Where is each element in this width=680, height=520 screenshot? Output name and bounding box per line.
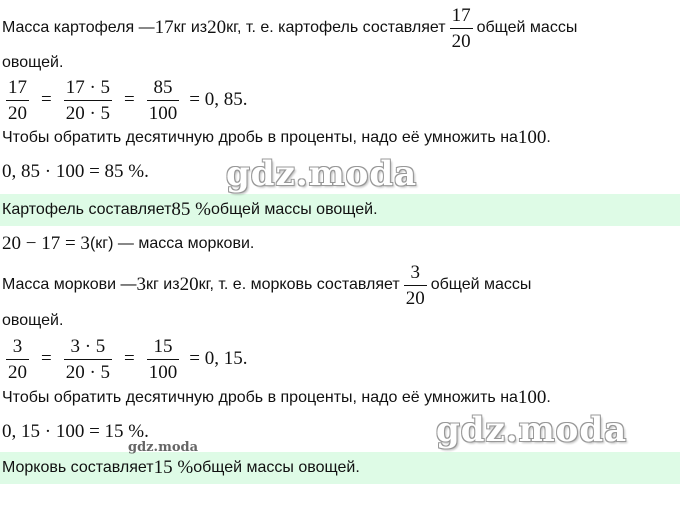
carrot-statement: Масса моркови — 3 кг из 20 кг, т. е. морковь составляет $\frac{3}{20}$ общей массы: [2, 261, 532, 309]
potato-answer: Картофель составляет 85 % общей массы овощей.: [2, 199, 378, 220]
potato-fraction: $\frac{17}{20}$: [451, 4, 471, 52]
potato-equation: $\frac{17}{20}$ = $\frac{17 \cdot 5}{20 \cdot 5}$ = $\frac{85}{100}$ = 0, 85.: [8, 76, 248, 124]
carrot-mass-calc: 20 − 17 = 3 (кг) — масса моркови.: [2, 233, 255, 254]
carrot-statement-cont: овощей.: [2, 312, 64, 329]
potato-statement: Масса картофеля — 17 кг из 20 кг, т. е. картофель составляет $\frac{17}{20}$ общей массы: [2, 4, 578, 52]
watermark-second: gdz.moda: [436, 410, 628, 450]
carrot-calc: 0, 15 · 100 = 15 %.: [2, 421, 149, 442]
potato-statement-cont: овощей.: [2, 54, 64, 71]
watermark-small: gdz.moda: [128, 440, 199, 455]
carrot-fraction: $\frac{3}{20}$: [405, 261, 425, 309]
watermark-main: gdz.moda: [226, 154, 418, 194]
carrot-rule: Чтобы обратить десятичную дробь в проценты, надо её умножить на 100 .: [2, 387, 551, 408]
potato-rule: Чтобы обратить десятичную дробь в проценты, надо её умножить на 100 .: [2, 127, 551, 148]
potato-calc: 0, 85 · 100 = 85 %.: [2, 161, 149, 182]
carrot-equation: $\frac{3}{20}$ = $\frac{3 \cdot 5}{20 \cdot 5}$ = $\frac{15}{100}$ = 0, 15.: [8, 335, 248, 383]
carrot-answer: Морковь составляет 15 % общей массы овощей.: [2, 457, 360, 478]
